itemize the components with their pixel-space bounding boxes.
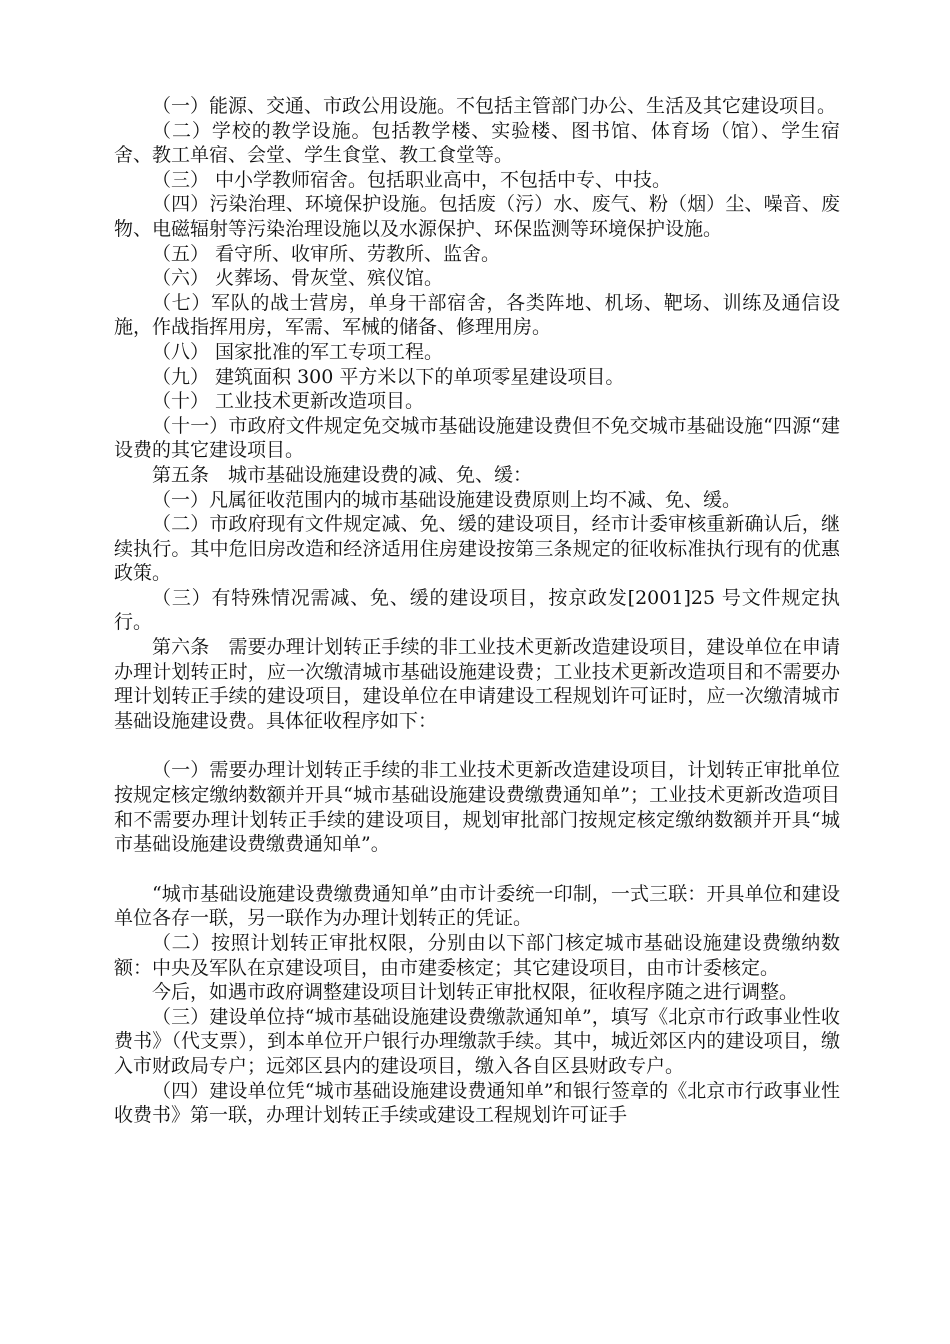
paragraph-item-5: （五） 看守所、收审所、劳教所、监舍。 xyxy=(152,242,501,265)
article-6-paragraph: 第六条 需要办理计划转正手续的非工业技术更新改造建设项目，建设单位在申请办理计划转正时，应一次缴清城市基础设施建设费；工业技术更新改造项目和不需要办理计划转正手续的建设项目，建设单位在申请建设工程规划许可证时，应一次缴清城市基础设施建设费。具体征收程序如下： xyxy=(114,636,840,732)
paragraph-item-1: （一）能源、交通、市政公用设施。不包括主管部门办公、生活及其它建设项目。 xyxy=(152,95,837,117)
paragraph-item-18: （四）建设单位凭“城市基础设施建设费通知单”和银行签章的《北京市行政事业性收费书》第一联，办理计划转正手续或建设工程规划许可证手 xyxy=(114,1079,840,1127)
paragraph-item-10: （十） 工业技术更新改造项目。 xyxy=(152,390,425,413)
paragraph-spacer xyxy=(114,857,840,882)
article-5-heading: 第五条 城市基础设施建设费的减、免、缓： xyxy=(152,463,533,486)
paragraph-item-13: （二）市政府现有文件规定减、免、缓的建设项目，经市计委审核重新确认后，继续执行。其中危旧房改造和经济适用住房建设按第三条规定的征收标准执行现有的优惠政策。 xyxy=(114,513,840,585)
paragraph-notice-form: “城市基础设施建设费缴费通知单”由市计委统一印制，一式三联：开具单位和建设单位各存一联，另一联作为办理计划转正的凭证。 xyxy=(114,882,840,930)
paragraph-item-6: （六） 火葬场、骨灰堂、殡仪馆。 xyxy=(152,267,444,290)
paragraph-item-11: （十一）市政府文件规定免交城市基础设施建设费但不免交城市基础设施“四源“建设费的其它建设项目。 xyxy=(114,414,840,462)
paragraph-item-12: （一）凡属征收范围内的城市基础设施建设费原则上均不减、免、缓。 xyxy=(152,488,742,511)
paragraph-item-15: （一）需要办理计划转正手续的非工业技术更新改造建设项目，计划转正审批单位按规定核定缴纳数额并开具“城市基础设施建设费缴费通知单”；工业技术更新改造项目和不需要办理计划转正手续的建设项目，规划审批部门按规定核定缴纳数额并开具“城市基础设施建设费缴费通知单”。 xyxy=(114,759,840,856)
paragraph-spacer xyxy=(114,733,840,758)
paragraph-item-8: （八） 国家批准的军工专项工程。 xyxy=(152,340,444,363)
paragraph-item-9: （九） 建筑面积 300 平方米以下的单项零星建设项目。 xyxy=(152,365,625,388)
paragraph-adjustment: 今后，如遇市政府调整建设项目计划转正审批权限，征收程序随之进行调整。 xyxy=(152,981,799,1004)
paragraph-item-7: （七）军队的战士营房，单身干部宿舍，各类阵地、机场、靶场、训练及通信设施，作战指挥用房，军需、军械的储备、修理用房。 xyxy=(114,291,840,339)
paragraph-item-2: （二）学校的教学设施。包括教学楼、实验楼、图书馆、体育场（馆）、学生宿舍、教工单宿、会堂、学生食堂、教工食堂等。 xyxy=(114,119,840,167)
paragraph-item-3: （三） 中小学教师宿舍。包括职业高中，不包括中专、中技。 xyxy=(152,168,672,191)
paragraph-item-14: （三）有特殊情况需减、免、缓的建设项目，按京政发[2001]25 号文件规定执行。 xyxy=(114,586,840,634)
paragraph-item-4: （四）污染治理、环境保护设施。包括废（污）水、废气、粉（烟）尘、噪音、废物、电磁辐射等污染治理设施以及水源保护、环保监测等环境保护设施。 xyxy=(114,193,840,240)
paragraph-item-17: （三）建设单位持“城市基础设施建设费缴款通知单”，填写《北京市行政事业性收费书》（代支票），到本单位开户银行办理缴款手续。其中，城近郊区内的建设项目，缴入市财政局专户；远郊区县内的建设项目，缴入各自区县财政专户。 xyxy=(114,1005,840,1077)
paragraph-item-16: （二）按照计划转正审批权限，分别由以下部门核定城市基础设施建设费缴纳数额：中央及军队在京建设项目，由市建委核定；其它建设项目，由市计委核定。 xyxy=(114,932,840,979)
